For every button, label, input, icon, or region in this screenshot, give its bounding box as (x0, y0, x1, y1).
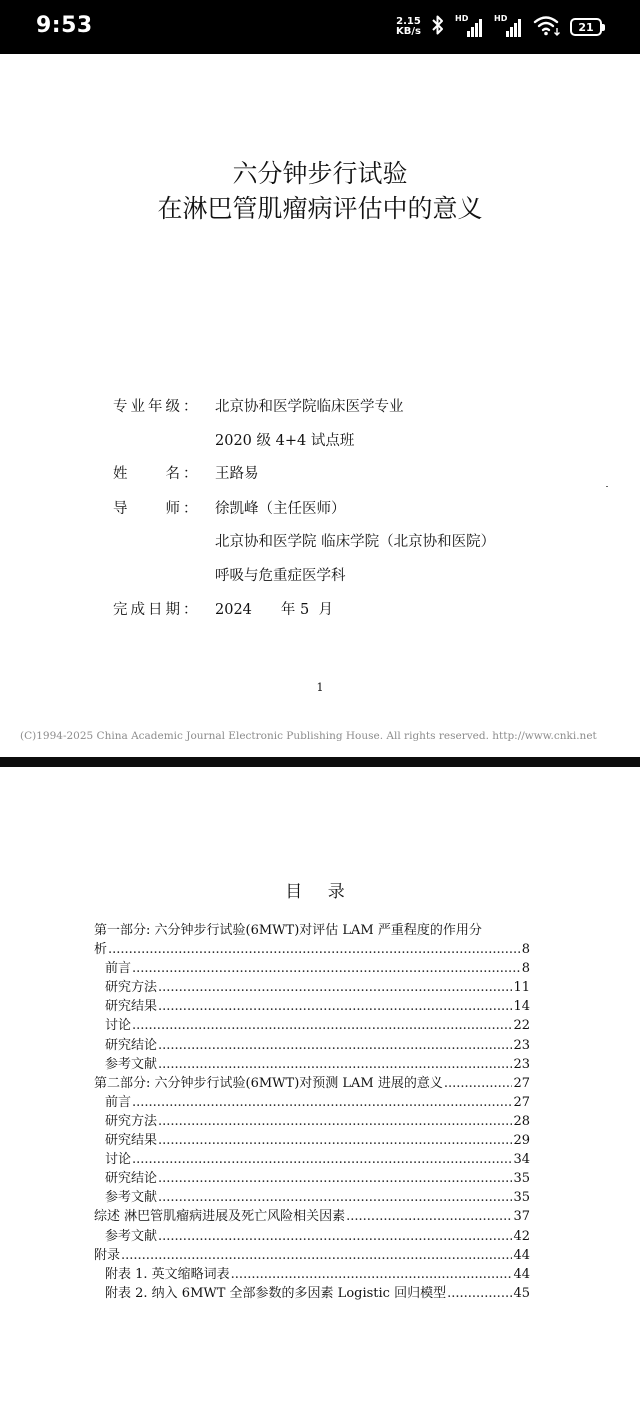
toc-entry-page: 44 (513, 1247, 530, 1263)
page-separator (0, 757, 640, 767)
toc-entry-page: 29 (513, 1133, 530, 1149)
bluetooth-icon (430, 14, 446, 40)
document-page-toc[interactable] (0, 767, 640, 1422)
date-label: 完成日期： (113, 602, 201, 618)
toc-entry-page: 23 (513, 1056, 530, 1072)
toc-part1-heading-cont[interactable] (94, 940, 530, 959)
document-page-cover[interactable] (0, 54, 640, 757)
sim1-hd-label: HD (455, 14, 469, 23)
toc-entry[interactable] (94, 1188, 530, 1207)
toc-leader-dots (158, 1227, 512, 1246)
toc-entry[interactable] (94, 1207, 530, 1226)
toc-entry-text: 参考文献 (105, 1228, 158, 1244)
toc-entry[interactable] (94, 1036, 530, 1055)
toc-title: 目 录 (285, 882, 355, 902)
advisor-label: 导 师： (113, 501, 201, 517)
thesis-title-line2: 在淋巴管肌瘤病评估中的意义 (157, 194, 483, 223)
advisor-value-line3: 呼吸与危重症医学科 (215, 568, 346, 584)
toc-part1-heading-line1: 第一部分: 六分钟步行试验(6MWT)对评估 LAM 严重程度的作用分 (94, 923, 482, 938)
toc-entry-page: 34 (513, 1152, 530, 1168)
toc-entry-page: 44 (513, 1266, 530, 1282)
network-speed (396, 17, 421, 37)
toc-entry-page: 28 (513, 1113, 530, 1129)
cnki-copyright: (C)1994-2025 China Academic Journal Electronic Publishing House. All rights reserved. http://www.cnki.net (20, 730, 597, 742)
toc-entry-text: 研究结果 (105, 999, 158, 1015)
toc-leader-dots (158, 1112, 512, 1131)
advisor-value-line2: 北京协和医学院 临床学院（北京协和医院） (215, 534, 496, 550)
toc-entry[interactable] (94, 1093, 530, 1112)
date-value: 2024 年 5 月 (215, 602, 333, 618)
page-number: 1 (316, 681, 324, 694)
toc-entry-page: 22 (513, 1018, 530, 1034)
toc-entry-page: 23 (513, 1037, 530, 1053)
battery-icon (570, 18, 602, 36)
toc-entry[interactable] (94, 1131, 530, 1150)
toc-entry-text: 参考文献 (105, 1056, 158, 1072)
scan-speck (606, 486, 608, 487)
toc-entry-page: 42 (513, 1228, 530, 1244)
toc-entry-page: 35 (513, 1190, 530, 1206)
toc-leader-dots (121, 1246, 512, 1265)
toc-entry-text: 析 (94, 942, 108, 958)
toc-entry-text: 讨论 (105, 1152, 132, 1168)
wifi-icon (533, 14, 561, 40)
toc-entry-text: 前言 (105, 961, 132, 977)
status-icons (396, 14, 602, 40)
toc-part1-heading[interactable] (94, 921, 530, 940)
toc-entry-text: 综述 淋巴管肌瘤病进展及死亡风险相关因素 (94, 1209, 346, 1225)
sim2-hd-label: HD (494, 14, 508, 23)
toc-entry[interactable] (94, 1246, 530, 1265)
toc-entry[interactable] (94, 959, 530, 978)
toc-leader-dots (132, 1093, 512, 1112)
toc-list (94, 921, 530, 1303)
toc-entry-page: 37 (513, 1209, 530, 1225)
toc-entry-text: 第二部分: 六分钟步行试验(6MWT)对预测 LAM 进展的意义 (94, 1075, 443, 1091)
toc-entry-text: 讨论 (105, 1018, 132, 1034)
toc-entry-text: 附表 2. 纳入 6MWT 全部参数的多因素 Logistic 回归模型 (105, 1285, 447, 1301)
toc-entry[interactable] (94, 1055, 530, 1074)
toc-leader-dots (158, 1188, 512, 1207)
toc-entry[interactable] (94, 1284, 530, 1303)
toc-leader-dots (444, 1074, 513, 1093)
advisor-value-line1: 徐凯峰（主任医师） (215, 501, 346, 517)
toc-leader-dots (158, 997, 512, 1016)
signal-sim2-icon (494, 14, 524, 37)
toc-entry-page: 27 (513, 1075, 530, 1091)
name-value: 王路易 (215, 466, 259, 482)
signal-sim1-icon (455, 14, 485, 37)
toc-entry-text: 研究方法 (105, 1113, 158, 1129)
status-bar (0, 0, 640, 54)
toc-entry-text: 附录 (94, 1247, 121, 1263)
major-label: 专业年级： (113, 399, 201, 415)
toc-leader-dots (158, 1169, 512, 1188)
toc-entry[interactable] (94, 1150, 530, 1169)
toc-entry[interactable] (94, 997, 530, 1016)
thesis-title-line1: 六分钟步行试验 (232, 159, 408, 188)
status-time: 9:53 (36, 13, 93, 38)
toc-leader-dots (346, 1207, 512, 1226)
name-label: 姓 名： (113, 466, 201, 482)
toc-entry[interactable] (94, 1227, 530, 1246)
toc-entry[interactable] (94, 1016, 530, 1035)
toc-entry-page: 45 (513, 1285, 530, 1301)
toc-entry-text: 研究方法 (105, 980, 158, 996)
toc-leader-dots (158, 1131, 512, 1150)
toc-entry-page: 8 (521, 961, 530, 977)
toc-entry-text: 参考文献 (105, 1190, 158, 1206)
toc-leader-dots (132, 1150, 512, 1169)
toc-entry-page: 14 (513, 999, 530, 1015)
toc-leader-dots (158, 978, 512, 997)
toc-leader-dots (108, 940, 521, 959)
toc-leader-dots (447, 1284, 512, 1303)
toc-entry-text: 研究结论 (105, 1037, 158, 1053)
toc-leader-dots (132, 959, 521, 978)
toc-entry-page: 11 (513, 980, 530, 996)
toc-leader-dots (158, 1055, 512, 1074)
toc-entry-text: 附表 1. 英文缩略词表 (105, 1266, 230, 1282)
toc-leader-dots (231, 1265, 513, 1284)
toc-entry[interactable] (94, 1074, 530, 1093)
major-value-line1: 北京协和医学院临床医学专业 (215, 399, 404, 415)
toc-entry[interactable] (94, 1112, 530, 1131)
toc-entry[interactable] (94, 1265, 530, 1284)
battery-level: 21 (578, 20, 594, 34)
toc-entry-page: 27 (513, 1094, 530, 1110)
toc-entry-page: 35 (513, 1171, 530, 1187)
toc-entry-page: 8 (521, 942, 530, 958)
toc-entry-text: 研究结果 (105, 1133, 158, 1149)
network-speed-value: 2.15 (396, 16, 421, 27)
toc-entry-text: 前言 (105, 1094, 132, 1110)
toc-leader-dots (158, 1036, 512, 1055)
toc-leader-dots (132, 1016, 512, 1035)
network-speed-unit: KB/s (396, 26, 421, 37)
toc-entry[interactable] (94, 1169, 530, 1188)
major-value-line2: 2020 级 4+4 试点班 (215, 433, 355, 449)
toc-entry[interactable] (94, 978, 530, 997)
toc-entry-text: 研究结论 (105, 1171, 158, 1187)
